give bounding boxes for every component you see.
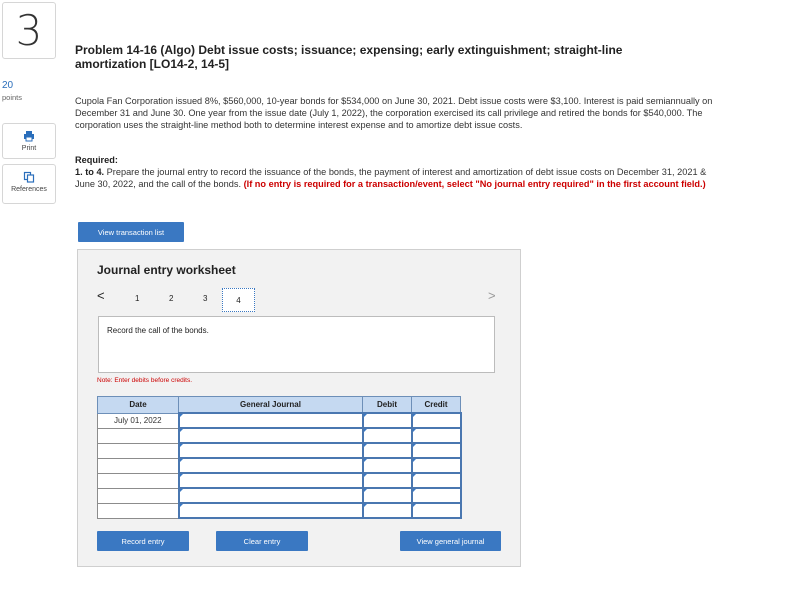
date-header: Date [98, 397, 179, 414]
credit-input[interactable] [412, 413, 461, 428]
account-input[interactable] [179, 413, 363, 428]
next-arrow-icon[interactable]: > [488, 288, 496, 303]
account-input[interactable] [179, 503, 363, 518]
required-note: (If no entry is required for a transaction/event, select "No journal entry required" in the first account field.) [243, 179, 706, 189]
account-input[interactable] [179, 473, 363, 488]
points-value: 20 [2, 80, 14, 91]
date-cell [98, 428, 179, 443]
date-cell [98, 443, 179, 458]
table-row [98, 458, 461, 473]
problem-title: Problem 14-16 (Algo) Debt issue costs; issuance; expensing; early extinguishment; straight-line amortization [LO14-2, 14-5] [75, 43, 623, 71]
required-number: 1. to 4. [75, 167, 105, 177]
references-icon [23, 171, 35, 183]
required-text: Prepare the journal entry to record the issuance of the bonds, the payment of interest and amortization of debt issue costs on December 31, 2021 & June 30, 2022, and the call of the bonds. [75, 167, 707, 189]
view-transaction-list-button[interactable]: View transaction list [78, 222, 184, 242]
account-input[interactable] [179, 458, 363, 473]
problem-body: Cupola Fan Corporation issued 8%, $560,000, 10-year bonds for $534,000 on June 30, 2021. Debt issue costs were $3,100. Interest is paid semiannually on December 31 and June 30. One year from the issue date (July 1, 2022), the corporation exercised its call privilege and retired the bonds for $540,000. The corporation uses the straight-line method both to determine interest expense and to amortize debt issue costs. [75, 96, 713, 130]
date-cell [98, 458, 179, 473]
account-input[interactable] [179, 488, 363, 503]
debit-input[interactable] [363, 443, 412, 458]
print-icon [23, 130, 35, 142]
record-entry-button[interactable]: Record entry [97, 531, 189, 551]
journal-entry-worksheet [77, 249, 521, 567]
references-button[interactable] [2, 164, 56, 204]
points-label: points [2, 93, 23, 102]
debit-input[interactable] [363, 488, 412, 503]
journal-header: General Journal [179, 397, 363, 414]
table-row [98, 413, 461, 428]
step-2[interactable]: 2 [169, 294, 174, 303]
debit-input[interactable] [363, 413, 412, 428]
requirements [75, 154, 715, 190]
date-cell [98, 503, 179, 518]
table-row [98, 443, 461, 458]
table-row [98, 428, 461, 443]
credit-input[interactable] [412, 488, 461, 503]
table-row [98, 503, 461, 518]
print-label: Print [21, 145, 37, 152]
credit-input[interactable] [412, 443, 461, 458]
debit-input[interactable] [363, 473, 412, 488]
credit-header: Credit [412, 397, 461, 414]
prev-arrow-icon[interactable]: < [97, 288, 105, 303]
date-cell [98, 488, 179, 503]
step-3[interactable]: 3 [203, 294, 208, 303]
debit-input[interactable] [363, 503, 412, 518]
table-row [98, 488, 461, 503]
credit-input[interactable] [412, 503, 461, 518]
account-input[interactable] [179, 443, 363, 458]
debit-input[interactable] [363, 458, 412, 473]
required-label: Required: [75, 155, 118, 165]
question-number: 3 [2, 2, 56, 59]
debit-header: Debit [363, 397, 412, 414]
credit-input[interactable] [412, 458, 461, 473]
step-1[interactable]: 1 [135, 294, 140, 303]
entry-description: Record the call of the bonds. [98, 316, 495, 373]
view-general-journal-button[interactable]: View general journal [400, 531, 501, 551]
debit-input[interactable] [363, 428, 412, 443]
date-cell [98, 473, 179, 488]
credit-input[interactable] [412, 428, 461, 443]
clear-entry-button[interactable]: Clear entry [216, 531, 308, 551]
table-row [98, 473, 461, 488]
references-label: References [11, 186, 47, 193]
step-4[interactable]: 4 [222, 288, 255, 312]
debits-note: Note: Enter debits before credits. [97, 377, 193, 384]
print-button[interactable] [2, 123, 56, 159]
journal-table [97, 396, 462, 519]
worksheet-title: Journal entry worksheet [97, 263, 236, 277]
account-input[interactable] [179, 428, 363, 443]
date-cell: July 01, 2022 [98, 413, 179, 428]
credit-input[interactable] [412, 473, 461, 488]
